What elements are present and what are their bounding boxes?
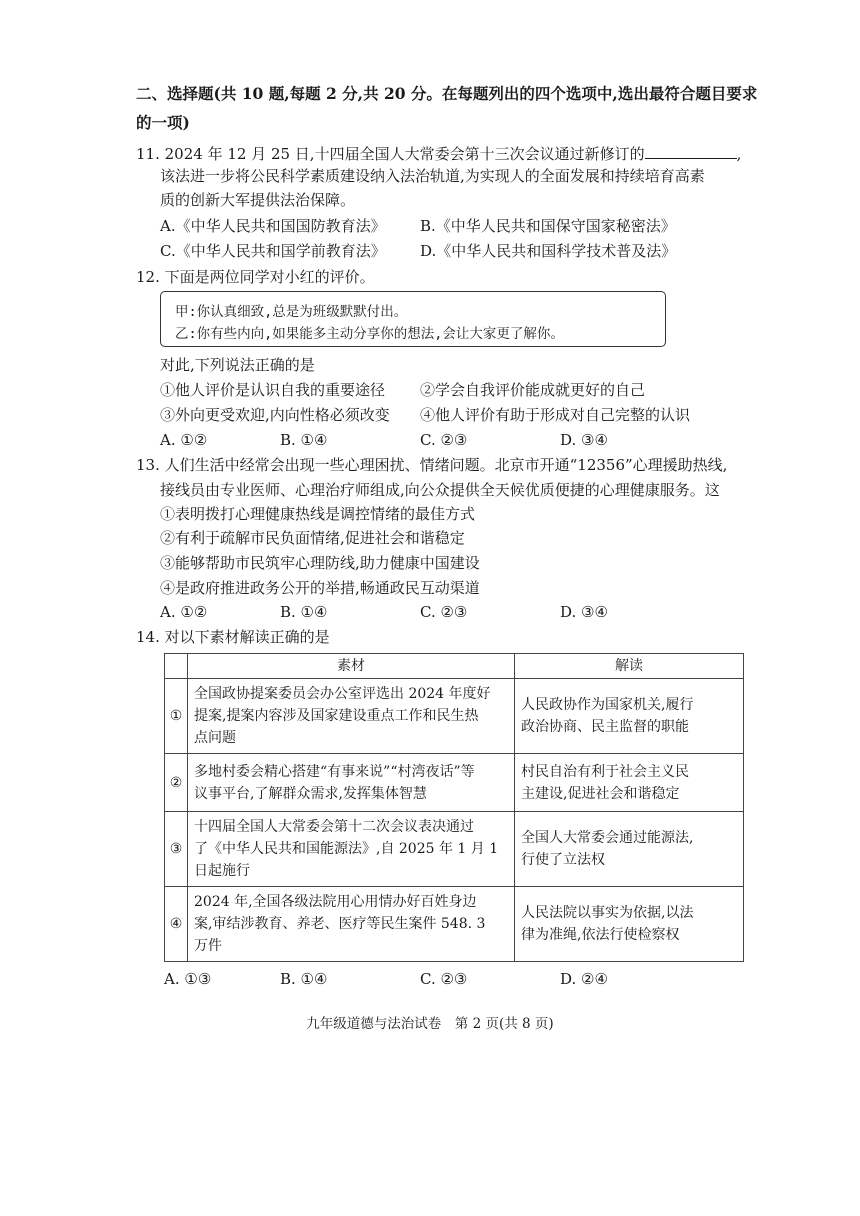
q12-option-a: A. ①② (160, 431, 208, 449)
row-num: ③ (165, 812, 188, 887)
quote-line-jia: 甲:你认真细致,总是为班级默默付出。 (175, 304, 408, 320)
q12-statement-3: ③外向更受欢迎,内向性格必须改变 (160, 406, 390, 424)
table-row (165, 887, 744, 962)
row-num: ④ (165, 887, 188, 962)
answer-blank (645, 142, 737, 159)
q12-option-d: D. ③④ (560, 431, 608, 449)
q13-statement-2: ②有利于疏解市民负面情绪,促进社会和谐稳定 (160, 529, 465, 547)
q13-statement-3: ③能够帮助市民筑牢心理防线,助力健康中国建设 (160, 554, 480, 572)
header-num-cell (165, 654, 188, 679)
q13-option-d: D. ③④ (560, 603, 608, 621)
row-interpretation: 全国人大常委会通过能源法, 行使了立法权 (515, 812, 744, 887)
header-material: 素材 (188, 654, 515, 679)
q11-option-b: B.《中华人民共和国保守国家秘密法》 (420, 217, 676, 235)
row-num: ① (165, 679, 188, 754)
row-interpretation: 村民自治有利于社会主义民 主建设,促进社会和谐稳定 (515, 754, 744, 812)
q14-option-c: C. ②③ (420, 970, 468, 988)
q12-stem: 12. 下面是两位同学对小红的评价。 (136, 268, 375, 286)
section-heading-cont: 的一项) (136, 113, 190, 132)
table-row (165, 754, 744, 812)
q13-statement-4: ④是政府推进政务公开的举措,畅通政民互动渠道 (160, 579, 480, 597)
q13-statement-1: ①表明拨打心理健康热线是调控情绪的最佳方式 (160, 505, 476, 523)
q12-statement-1: ①他人评价是认识自我的重要途径 (160, 381, 386, 399)
section-heading: 二、选择题(共 10 题,每题 2 分,共 20 分。在每题列出的四个选项中,选出最符合题目要求 (136, 84, 758, 103)
q14-stem: 14. 对以下素材解读正确的是 (136, 628, 330, 646)
q12-statement-2: ②学会自我评价能成就更好的自己 (420, 381, 646, 399)
q11-option-c: C.《中华人民共和国学前教育法》 (160, 242, 386, 260)
q11-stem-line3: 质的创新大军提供法治保障。 (160, 191, 356, 209)
q12-prompt: 对此,下列说法正确的是 (160, 356, 315, 374)
row-material: 十四届全国人大常委会第十二次会议表决通过 了《中华人民共和国能源法》,自 2025 年 1 月 1 日起施行 (188, 812, 515, 887)
row-material: 多地村委会精心搭建“有事来说”“村湾夜话”等 议事平台,了解群众需求,发挥集体智慧 (188, 754, 515, 812)
q13-option-b: B. ①④ (280, 603, 328, 621)
row-num: ② (165, 754, 188, 812)
row-material: 2024 年,全国各级法院用心用情办好百姓身边 案,审结涉教育、养老、医疗等民生案件 548. 3 万件 (188, 887, 515, 962)
q13-stem: 13. 人们生活中经常会出现一些心理困扰、情绪问题。北京市开通“12356”心理援助热线, (136, 456, 728, 474)
row-interpretation: 人民法院以事实为依据,以法 律为准绳,依法行使检察权 (515, 887, 744, 962)
q11-option-a: A.《中华人民共和国国防教育法》 (160, 217, 386, 235)
q14-option-b: B. ①④ (280, 970, 328, 988)
q14-option-a: A. ①③ (164, 970, 212, 988)
q11-option-d: D.《中华人民共和国科学技术普及法》 (420, 242, 677, 260)
quote-line-yi: 乙:你有些内向,如果能多主动分享你的想法,会让大家更了解你。 (175, 326, 564, 342)
q12-option-b: B. ①④ (280, 431, 328, 449)
table-header-row (165, 654, 744, 679)
q12-option-c: C. ②③ (420, 431, 468, 449)
q12-statement-4: ④他人评价有助于形成对自己完整的认识 (420, 406, 691, 424)
row-interpretation: 人民政协作为国家机关,履行 政治协商、民主监督的职能 (515, 679, 744, 754)
q12-quote-box (160, 291, 666, 347)
q14-option-d: D. ②④ (560, 970, 608, 988)
q13-option-a: A. ①② (160, 603, 208, 621)
q11-stem-line2: 该法进一步将公民科学素质建设纳入法治轨道,为实现人的全面发展和持续培育高素 (160, 167, 705, 185)
table-row (165, 679, 744, 754)
q14-material-table (164, 653, 744, 962)
table-row (165, 812, 744, 887)
page-footer: 九年级道德与法治试卷 第 2 页(共 8 页) (306, 1016, 554, 1032)
row-material: 全国政协提案委员会办公室评选出 2024 年度好 提案,提案内容涉及国家建设重点工作和民生热 点问题 (188, 679, 515, 754)
q13-option-c: C. ②③ (420, 603, 468, 621)
q13-stem-line2: 接线员由专业医师、心理治疗师组成,向公众提供全天候优质便捷的心理健康服务。这 (160, 481, 720, 499)
header-interpretation: 解读 (515, 654, 744, 679)
q11-stem: 11. 2024 年 12 月 25 日,十四届全国人大常委会第十三次会议通过新修订的 , (136, 142, 741, 164)
